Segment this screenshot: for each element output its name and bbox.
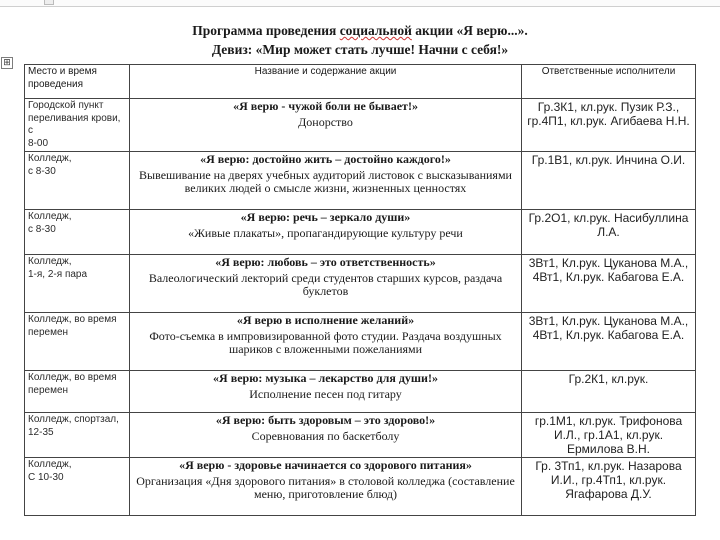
table-move-handle-icon[interactable]: ⊞ [1, 57, 13, 69]
action-cell [130, 313, 522, 371]
action-description: Соревнования по баскетболу [251, 429, 400, 443]
place-line: Колледж, [28, 256, 72, 267]
place-line: Колледж, спортзал, [28, 414, 119, 425]
action-description: Фото-съемка в импровизированной фото студии. Раздача воздушных шариков с вложенными пожеланиями [149, 329, 502, 356]
table-row [25, 413, 696, 458]
table-row [25, 210, 696, 255]
header-place: Место и время проведения [25, 65, 130, 99]
place-time: 8-00 [28, 137, 49, 149]
action-cell [130, 255, 522, 313]
action-cell [130, 210, 522, 255]
table-row [25, 99, 696, 152]
place-time: 1-я, 2-я пара [28, 268, 88, 280]
action-cell [130, 152, 522, 210]
title-line-1 [0, 21, 720, 40]
responsible-cell: Гр.1В1, кл.рук. Инчина О.И. [522, 152, 696, 210]
action-title: «Я верю: любовь – это ответственность» [215, 255, 436, 269]
place-cell [25, 458, 130, 516]
place-line: Колледж, [28, 459, 72, 470]
responsible-cell: Гр.2К1, кл.рук. [522, 371, 696, 413]
place-time: перемен [28, 384, 69, 396]
responsible-cell: 3Вт1, Кл.рук. Цуканова М.А., 4Вт1, Кл.рук. Кабагова Е.А. [522, 255, 696, 313]
table-row [25, 371, 696, 413]
place-cell [25, 255, 130, 313]
title-line-2: Девиз: «Мир может стать лучше! Начни с себя!» [211, 42, 509, 57]
action-title: «Я верю: речь – зеркало души» [240, 210, 411, 224]
responsible-cell: 3Вт1, Кл.рук. Цуканова М.А., 4Вт1, Кл.рук. Кабагова Е.А. [522, 313, 696, 371]
place-cell [25, 210, 130, 255]
place-line: Колледж, во время [28, 372, 117, 383]
place-time: С 10-30 [28, 471, 64, 483]
place-cell [25, 152, 130, 210]
responsible-cell: Гр. 3Тп1, кл.рук. Назарова И.И., гр.4Тп1, кл.рук. Ягафарова Д.У. [522, 458, 696, 516]
header-responsible: Ответственные исполнители [522, 65, 696, 99]
action-title: «Я верю: музыка – лекарство для души!» [213, 371, 438, 385]
title-line-1-word: социальной [339, 23, 412, 38]
action-description: Донорство [298, 115, 353, 129]
responsible-cell: гр.1М1, кл.рук. Трифонова И.Л., гр.1А1, кл.рук. Ермилова В.Н. [522, 413, 696, 458]
place-time: перемен [28, 326, 69, 338]
title-line-1-prefix: Программа проведения [192, 23, 340, 38]
place-time: 12-35 [28, 426, 54, 438]
place-line: Колледж, во время [28, 314, 117, 325]
table-row [25, 458, 696, 516]
place-cell [25, 371, 130, 413]
place-cell [25, 413, 130, 458]
place-cell [25, 99, 130, 152]
action-title: «Я верю: быть здоровым – это здорово!» [215, 413, 436, 427]
action-cell [130, 99, 522, 152]
action-title: «Я верю в исполнение желаний» [236, 313, 415, 327]
header-action: Название и содержание акции [130, 65, 522, 99]
action-description: Вывешивание на дверях учебных аудиторий листовок с высказываниями великих людей о смысле жизни, жизненных ценностях [139, 168, 512, 195]
title-line-1-suffix: акции «Я верю...». [411, 23, 528, 38]
program-table [24, 64, 696, 516]
place-line: Городской пункт переливания крови, с [28, 100, 121, 136]
document-title [0, 21, 720, 59]
action-title: «Я верю - здоровье начинается со здорового питания» [179, 458, 472, 472]
table-row [25, 313, 696, 371]
table-row [25, 152, 696, 210]
place-time: с 8-30 [28, 223, 56, 235]
responsible-cell: Гр.2О1, кл.рук. Насибуллина Л.А. [522, 210, 696, 255]
action-cell [130, 371, 522, 413]
action-description: «Живые плакаты», пропагандирующие культуру речи [188, 226, 463, 240]
action-description: Организация «Дня здорового питания» в столовой колледжа (составление меню, приготовление блюд) [136, 474, 515, 501]
action-description: Исполнение песен под гитару [249, 387, 402, 401]
action-description: Валеологический лекторий среди студентов старших курсов, раздача буклетов [148, 271, 503, 298]
table-header-row [25, 65, 696, 99]
place-line: Колледж, [28, 211, 72, 222]
table-row [25, 255, 696, 313]
responsible-cell: Гр.3К1, кл.рук. Пузик Р.З., гр.4П1, кл.рук. Агибаева Н.Н. [522, 99, 696, 152]
action-title: «Я верю: достойно жить – достойно каждого!» [200, 152, 451, 166]
place-cell [25, 313, 130, 371]
action-cell [130, 413, 522, 458]
action-cell [130, 458, 522, 516]
window-top-edge [0, 0, 720, 7]
place-line: Колледж, [28, 153, 72, 164]
ruler-marker [44, 0, 54, 5]
action-title: «Я верю - чужой боли не бывает!» [233, 99, 418, 113]
place-time: с 8-30 [28, 165, 56, 177]
